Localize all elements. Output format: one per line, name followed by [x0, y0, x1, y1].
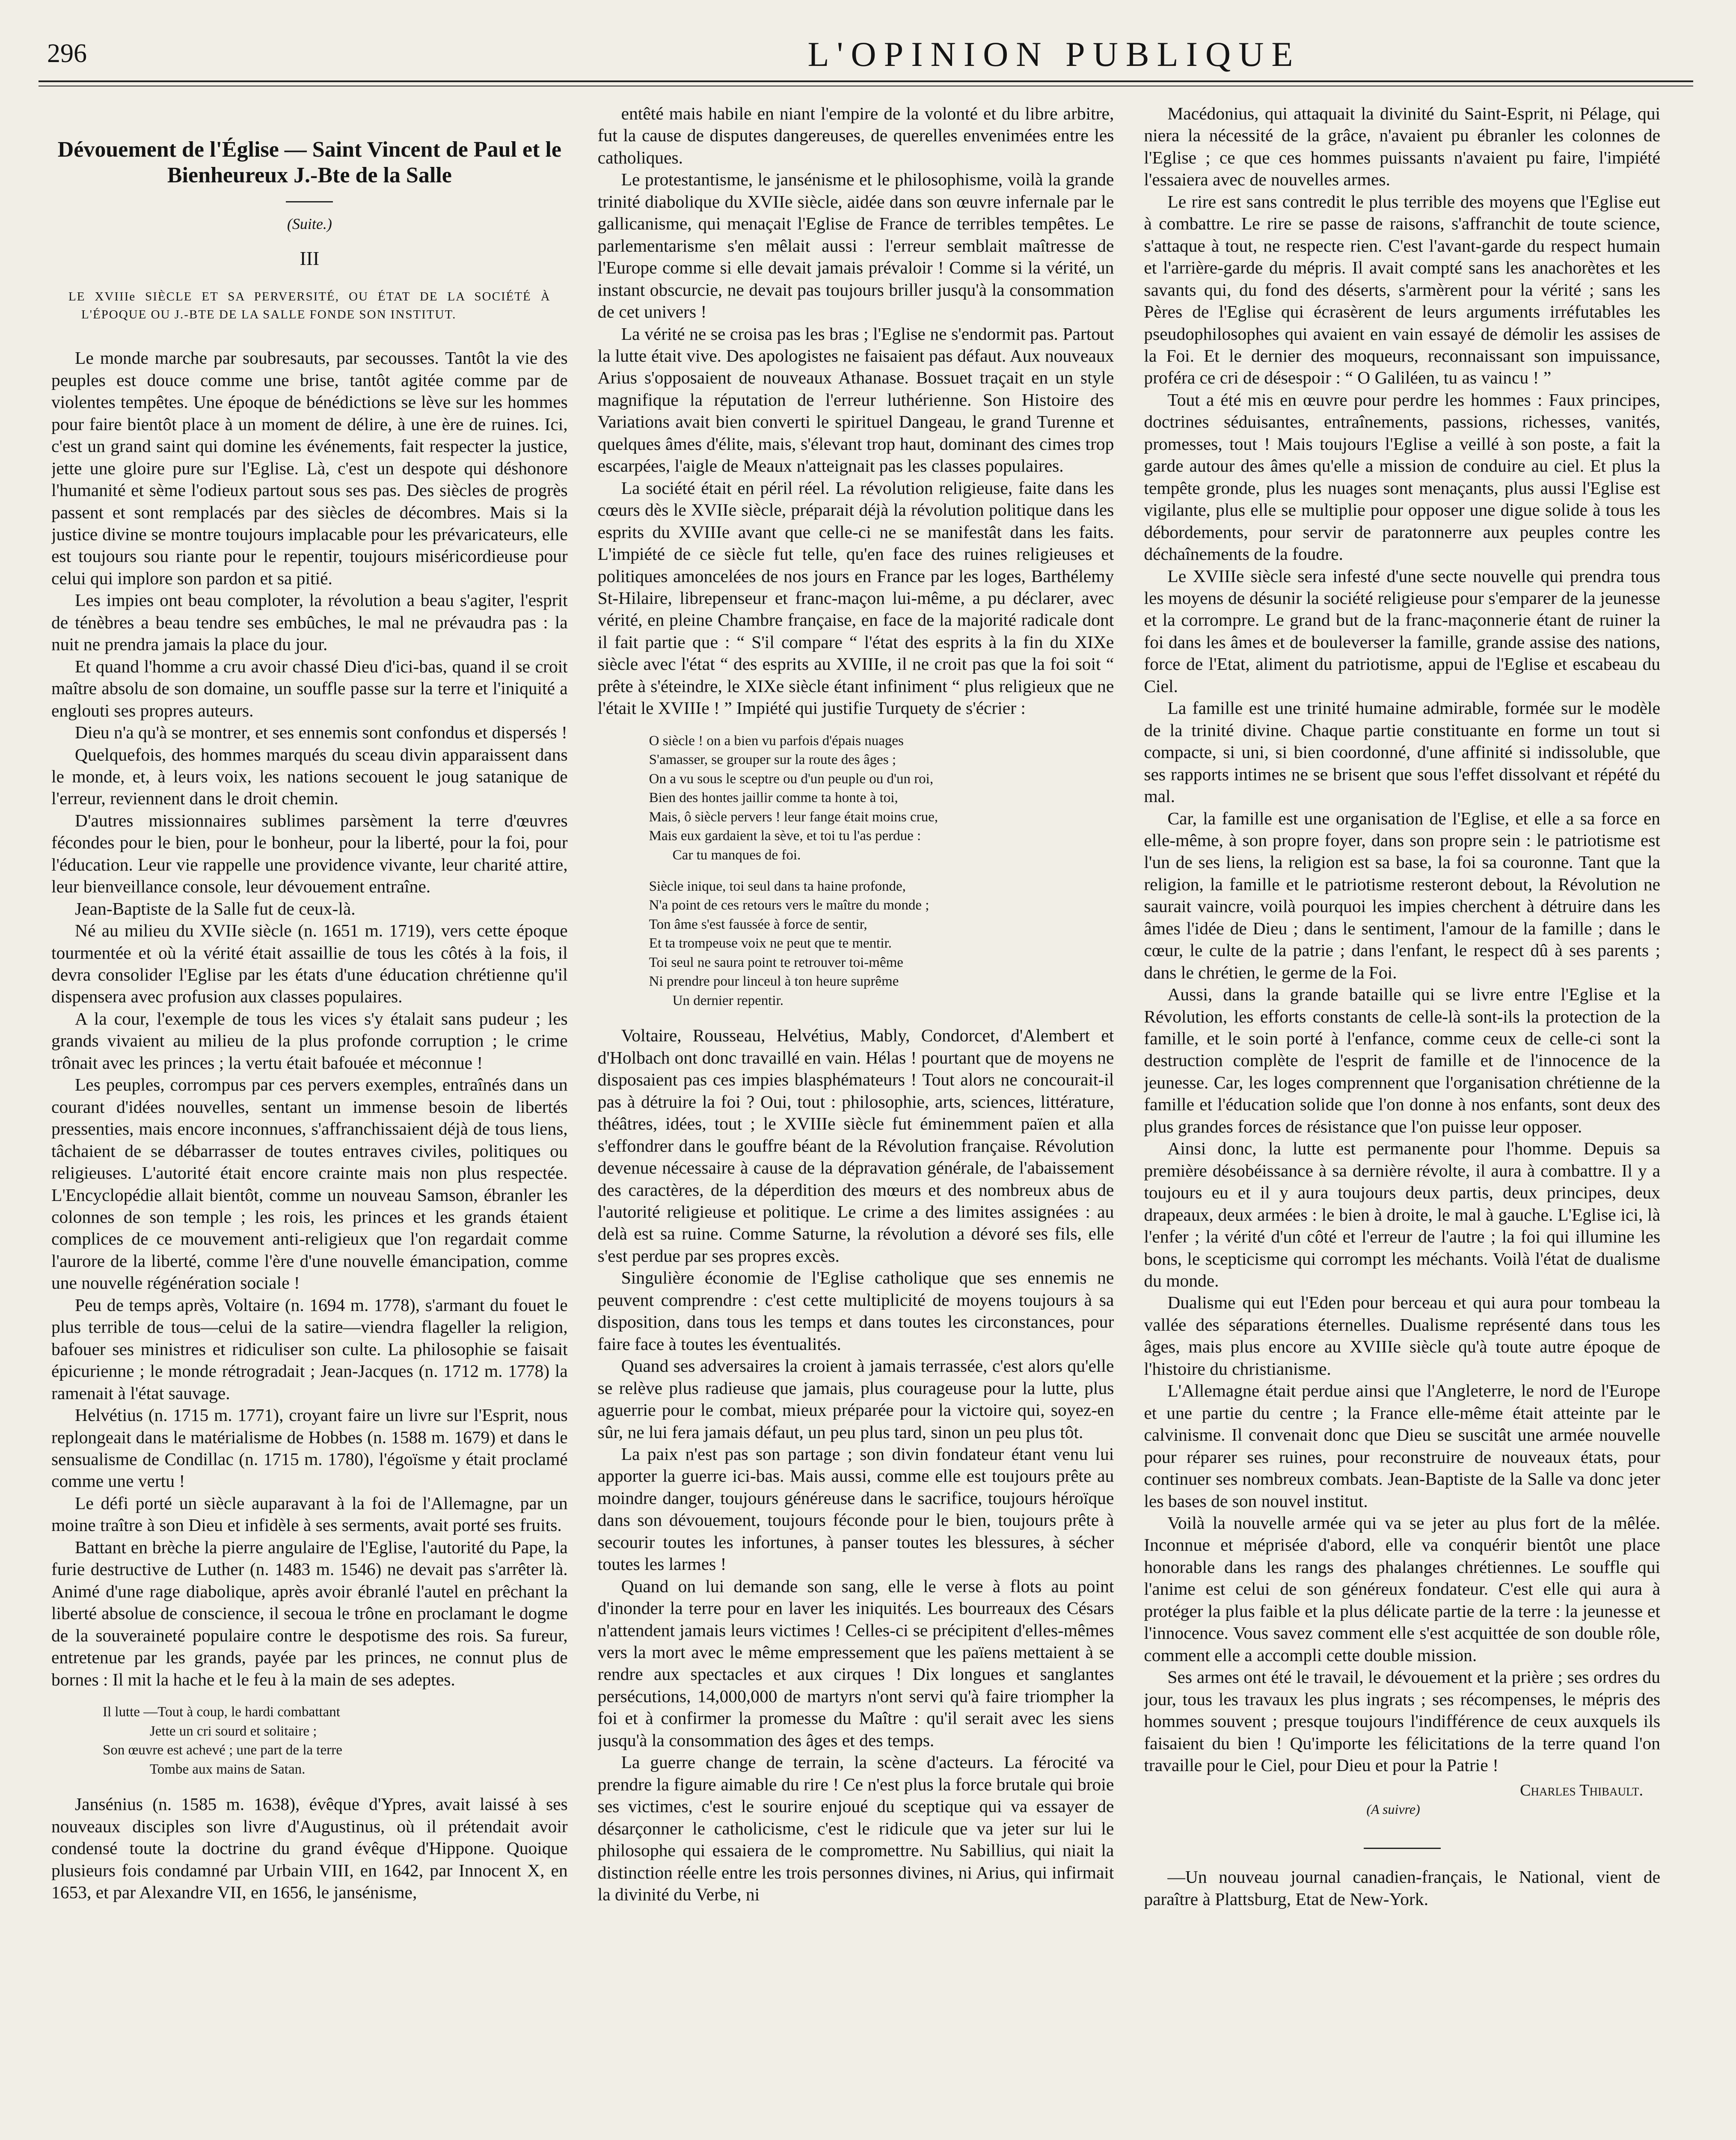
paragraph: Jean-Baptiste de la Salle fut de ceux-là.	[75, 898, 356, 918]
notice-text: —Un nouveau journal canadien-français, le National, vient de paraître à Plattsburg, Etat de New-York.	[1144, 1867, 1661, 1909]
column-3-body	[1144, 103, 1660, 1776]
paragraph: Tout a été mis en œuvre pour perdre les hommes : Faux principes, doctrines séduisantes, entraînements, passions, richesses, vanités, promesses, tout ! Mais toujours l'Eglise a veillé à son poste, a fait la garde autour des âmes qu'elle a mission de conduire au ciel. Et plus la tempête gronde, plus les nuages sont menaçants, plus aussi l'Eglise est vigilante, plus elle se multiplie pour opposer une digue solide à tous les débordements, pour servir de paratonnerre aux peuples contre les déchaînements de la foudre.	[1144, 389, 1661, 564]
article-columns	[51, 103, 1660, 2140]
poem-line: O siècle ! on a bien vu parfois d'épais nuages	[649, 733, 904, 749]
poem-line: Et ta trompeuse voix ne peut que te mentir.	[649, 936, 892, 951]
paragraph: Battant en brèche la pierre angulaire de l'Eglise, l'autorité du Pape, la furie destructive de Luther (n. 1483 m. 1546) ne devait pas s'arrêter là. Animé d'une rage diabolique, après avoir ébranlé l'autel en prêchant la liberté absolue de conscience, il secoua le trône en proclamant le dogme de la souveraineté populaire contre le despotisme des rois. Sa fureur, entretenue par les grands, payée par les princes, ne connut plus de bornes : Il mit la hache et le feu à la main de ses adeptes.	[51, 1537, 568, 1689]
paragraph: Ainsi donc, la lutte est permanente pour l'homme. Depuis sa première désobéissance à sa dernière révolte, il aura à combattre. Il y a toujours eu et il y aura toujours deux partis, deux principes, deux drapeaux, deux armées : le bien à droite, le mal à gauche. L'Eglise ici, là l'enfer ; la vérité d'un côté et l'erreur de l'autre ; la foi qui illumine les bons, le scepticisme qui corrompt les méchants. Voilà l'état de dualisme du monde.	[1144, 1138, 1661, 1291]
poem-line: Jette un cri sourd et solitaire ;	[150, 1723, 317, 1739]
paragraph: Le monde marche par soubresauts, par secousses. Tantôt la vie des peuples est douce comme une brise, tantôt agitée comme par de violentes tempêtes. Une époque de bénédictions se lève sur les hommes pour faire bientôt place à un moment de délire, à une ère de ruines. Ici, c'est un grand saint qui domine les événements, fait respecter la justice, jette une gloire pure sur l'Eglise. Là, c'est un despote qui déshonore l'humanité et sème l'odieux partout sous ses pas. Des siècles de progrès passent et sont remplacés par des siècles de décombres. Mais si la justice divine se montre toujours implacable pour les prévaricateurs, elle est toujours sou riante pour le repentir, toujours miséricordieuse pour celui qui implore son pardon et sa pitié.	[51, 348, 568, 588]
author-signature: Charles Thibault.	[1520, 1781, 1644, 1800]
paragraph: Helvétius (n. 1715 m. 1771), croyant faire un livre sur l'Esprit, nous replongeait dans le matérialisme de Hobbes (n. 1588 m. 1679) et dans le sensualisme de Condillac (n. 1715 m. 1780), l'égoïsme y était proclamé comme une vertu !	[51, 1405, 568, 1491]
poem-line: Son œuvre est achevé ; une part de la terre	[103, 1742, 342, 1758]
section-summary: LE XVIIIe SIÈCLE ET SA PERVERSITÉ, OU ÉTAT DE LA SOCIÉTÉ À L'ÉPOQUE OU J.-BTE DE LA SALLE FONDE SON INSTITUT.	[68, 290, 551, 322]
poem-line: Ni prendre pour linceul à ton heure suprême	[649, 974, 899, 990]
paragraph: Car, la famille est une organisation de l'Eglise, et elle a sa force en elle-même, à son propre foyer, dans son propre sein : le patriotisme est l'un de ses liens, la religion est sa base, la foi sa couronne. Tant que la religion, la famille et le patriotisme resteront debout, la Révolution ne saurait vaincre, voilà pourquoi les impies cherchent à détruire dans les âmes l'idée de Dieu ; dans le sentiment, l'amour de la famille ; dans le cœur, le culte de la patrie ; dans l'enfant, le respect dû à ses parents ; dans le chrétien, le germe de la Foi.	[1144, 808, 1661, 982]
poem-excerpt	[103, 1703, 568, 1779]
paragraph: La vérité ne se croisa pas les bras ; l'Eglise ne s'endormit pas. Partout la lutte était vive. Des apologistes ne faisaient pas défaut. Aux nouveaux Arius s'opposaient de nouveaux Athanase. Bossuet traçait en un style magnifique la réputation de l'erreur luthérienne. Son Histoire des Variations avait bien converti le spirituel Dangeau, le grand Turenne et quelques âmes d'élite, mais, s'élevant trop haut, dominant des cimes trop escarpées, l'aigle de Meaux n'atteignait pas les classes populaires.	[597, 324, 1114, 476]
paragraph: La famille est une trinité humaine admirable, formée sur le modèle de la trinité divine. Chaque partie constituante en forme un tout si compacte, si uni, si bien coordonné, d'une affinité si indissoluble, que ses rapports intimes ne se brisent que sous l'effet dissolvant et répété du mal.	[1144, 698, 1661, 806]
poem-turquety	[649, 731, 1114, 1011]
poem-line: Mais eux gardaient la sève, et toi tu l'as perdue :	[649, 828, 921, 844]
poem-line: N'a point de ces retours vers le maître du monde ;	[649, 898, 929, 913]
paragraph: Né au milieu du XVIIe siècle (n. 1651 m. 1719), vers cette époque tourmentée et où la vérité était assaillie de tous les côtés à la fois, il devra consolider l'Eglise par les états d'une éducation chrétienne qu'il dispensera avec profusion aux classes populaires.	[51, 921, 568, 1007]
journal-title: L'OPINION PUBLIQUE	[807, 35, 1301, 74]
page-number: 296	[47, 39, 87, 68]
column-1	[51, 103, 568, 2140]
poem-line: Ton âme s'est faussée à force de sentir,	[649, 916, 867, 932]
column-2	[598, 103, 1114, 2140]
suite-label: (Suite.)	[287, 215, 332, 232]
stanza-gap	[649, 865, 1114, 877]
poem-line: Il lutte —Tout à coup, le hardi combattant	[103, 1704, 340, 1720]
paragraph: Ses armes ont été le travail, le dévouement et la prière ; ses ordres du jour, tous les travaux les plus ingrats ; ses récompenses, le mépris des hommes souvent ; presque toujours l'indifférence de ceux auxquels ils faisaient du bien ! Qu'importe les félicitations de la terre quand l'on travaille pour le Ciel, pour Dieu et pour la Patrie !	[1144, 1667, 1661, 1775]
paragraph: Et quand l'homme a cru avoir chassé Dieu d'ici-bas, quand il se croit maître absolu de son domaine, un souffle passe sur la terre et l'iniquité a englouti ses propres auteurs.	[51, 656, 568, 720]
poem-line: Toi seul ne saura point te retrouver toi-même	[649, 954, 903, 970]
column-1-body	[51, 347, 568, 1691]
paragraph: Les peuples, corrompus par ces pervers exemples, entraînés dans un courant d'idées nouvelles, sentant un immense besoin de libertés pressenties, mais encore inconnues, s'affranchissaient déjà de tous liens, tâchaient de se débarrasser de toutes entraves civiles, politiques ou religieuses. L'autorité était encore crainte mais non plus respectée. L'Encyclopédie allait bientôt, comme un nouveau Samson, ébranler les colonnes de son temple ; les rois, les princes et les grands étaient complices de ce mouvement anti-religieux que l'on regardait comme l'aurore de la liberté, comme l'ère d'une nouvelle émancipation, comme une nouvelle régénération sociale !	[51, 1075, 568, 1293]
poem-line: Car tu manques de foi.	[672, 847, 801, 863]
poem-line: Bien des hontes jaillir comme ta honte à toi,	[649, 790, 898, 806]
poem-line: On a vu sous le sceptre ou d'un peuple ou d'un roi,	[649, 771, 934, 787]
paragraph: L'Allemagne était perdue ainsi que l'Angleterre, le nord de l'Europe et une partie du centre ; la France elle-même était atteinte par le calvinisme. Il convenait donc que Dieu se suscitât une armée nouvelle pour réparer ses ruines, pour reconstruire de nouveaux états, pour continuer ses nombreux combats. Jean-Baptiste de la Salle va donc jeter les bases de son nouvel institut.	[1144, 1381, 1661, 1511]
section-number: III	[300, 247, 320, 270]
poem-line: Siècle inique, toi seul dans ta haine profonde,	[649, 878, 906, 894]
header-rule	[39, 80, 1693, 82]
paragraph: Voilà la nouvelle armée qui va se jeter au plus fort de la mêlée. Inconnue et méprisée d'abord, elle va conquérir bientôt une place honorable dans les rangs des phalanges chrétiennes. Le souffle qui l'anime est celui de son généreux fondateur. C'est elle qui aura à protéger la plus faible et la plus délicate partie de la terre : la jeunesse et l'innocence. Vous savez comment elle s'est acquittée de son double rôle, comment elle a accompli cette double mission.	[1144, 1513, 1661, 1665]
paragraph: Le défi porté un siècle auparavant à la foi de l'Allemagne, par un moine traître à son Dieu et infidèle à ses serments, avait porté ses fruits.	[51, 1493, 568, 1535]
title-rule	[286, 201, 333, 202]
poem-line: Mais, ô siècle pervers ! leur fange était moins crue,	[649, 809, 938, 825]
to-be-continued: (A suivre)	[1366, 1801, 1420, 1817]
paragraph: La société était en péril réel. La révolution religieuse, faite dans les cœurs dès le XVIIe siècle, préparait déjà la révolution politique dans les esprits du XVIIIe avant que celle-ci ne se manifestât dans les faits. L'impiété de ce siècle fut telle, qu'en face des ruines religieuses et politiques amoncelées de nos jours en France par les loges, Barthélemy St-Hilaire, librepenseur et franc-maçon lui-même, a pu déclarer, avec vérité, en pleine Chambre française, en face de la majorité radicale dont il fait partie que : “ S'il compare “ l'état des esprits à la fin du XIXe siècle avec l'état “ des esprits au XVIIIe, il ne croit pas que la foi soit “ prête à s'éteindre, le XIXe siècle étant infiniment “ plus religieux que ne l'était le XVIIIe ! ” Impiété qui justifie Turquety de s'écrier :	[597, 478, 1114, 718]
paragraph: Voltaire, Rousseau, Helvétius, Mably, Condorcet, d'Alembert et d'Holbach ont donc travaillé en vain. Hélas ! pourtant que de moyens ne disposaient pas ces impies blasphémateurs ! Tout alors ne concourait-il pas à détruire la foi ? Oui, tout : philosophie, arts, sciences, littérature, théâtres, idées, tout ; le XVIIIe siècle fut éminemment païen et alla s'effondrer dans le gouffre béant de la Révolution française. Révolution devenue nécessaire à cause de la dépravation générale, de l'abaissement des caractères, de la déperdition des mœurs et des nombreux abus de l'autorité religieuse et politique. Le crime a des limites assignées : au delà est sa ruine. Comme Saturne, la révolution a dévoré ses fils, elle s'est perdue par ses propres excès.	[597, 1025, 1114, 1266]
paragraph: Jansénius (n. 1585 m. 1638), évêque d'Ypres, avait laissé à ses nouveaux disciples son livre d'Augustinus, où il prétendait avoir condensé toute la doctrine du grand évêque d'Hippone. Quoique plusieurs fois condamné par Urbain VIII, en 1642, par Innocent X, en 1653, et par Alexandre VII, en 1656, le jansénisme,	[51, 1794, 568, 1902]
paragraph: Quelquefois, des hommes marqués du sceau divin apparaissent dans le monde, et, à leurs voix, les nations secouent le joug satanique de l'erreur, reviennent dans le droit chemin.	[51, 744, 568, 808]
paragraph: Quand on lui demande son sang, elle le verse à flots au point d'inonder la terre pour en laver les iniquités. Les bourreaux des Césars n'attendent jamais leurs victimes ! Celles-ci se précipitent d'elles-mêmes vers la mort avec le même empressement que les païens mettaient à se rendre aux spectacles et aux cirques ! Dix longues et sanglantes persécutions, 14,000,000 de martyrs n'ont servi qu'à faire triompher la foi et à confirmer la promesse du Maître : qu'il serait avec les siens jusqu'à la consommation des âges et des temps.	[597, 1576, 1114, 1750]
paragraph: entêté mais habile en niant l'empire de la volonté et du libre arbitre, fut la cause de disputes dangereuses, de querelles envenimées entre les catholiques.	[597, 104, 1114, 167]
paragraph: Peu de temps après, Voltaire (n. 1694 m. 1778), s'armant du fouet le plus terrible de tous—celui de la satire—viendra flageller la religion, bafouer ses ministres et ridiculiser son culte. La philosophie se faisait épicurienne ; le monde rétrogradait ; Jean-Jacques (n. 1712 m. 1778) la ramenait à l'état sauvage.	[51, 1295, 568, 1403]
column-3	[1144, 103, 1660, 2140]
paragraph: Le rire est sans contredit le plus terrible des moyens que l'Eglise eut à combattre. Le rire se passe de raisons, s'affranchit de toute science, s'attaque à tout, ne respecte rien. C'est l'avant-garde du respect humain et l'arrière-garde du mépris. Il avait compté sans les anachorètes et les savants qui, du fond des déserts, s'armèrent pour la vérité ; sans les Pères de l'Eglise qui écrasèrent de leurs arguments irréfutables les pseudophilosophes qui avaient en vain essayé de démolir les assises de la Foi. Et le dernier des moqueurs, reconnaissant son impuissance, proféra ce cri de désespoir : “ O Galiléen, tu as vaincu ! ”	[1144, 191, 1661, 388]
paragraph: Quand ses adversaires la croient à jamais terrassée, c'est alors qu'elle se relève plus radieuse que jamais, plus courageuse pour la lutte, plus aguerrie pour le combat, mieux préparée pour la victoire qui, soyez-en sûr, ne lui fera jamais défaut, un peu plus tard, sinon un peu plus tôt.	[597, 1356, 1114, 1442]
poem-line: Tombe aux mains de Satan.	[150, 1761, 306, 1777]
notice-rule	[1364, 1848, 1441, 1849]
page-header	[39, 34, 1693, 81]
paragraph: D'autres missionnaires sublimes parsèment la terre d'œuvres fécondes pour le bien, pour le bonheur, pour la liberté, pour la foi, pour l'éducation. Leur vie rappelle une providence vivante, leur charité attire, leur bienveillance console, leur dévouement entraîne.	[51, 810, 568, 897]
column-2-body-b	[598, 1025, 1114, 1905]
paragraph: Dualisme qui eut l'Eden pour berceau et qui aura pour tombeau la vallée des séparations éternelles. Dualisme représenté dans tous les âges, mais plus encore au XVIIIe siècle qu'à toute autre époque de l'histoire du christianisme.	[1144, 1293, 1661, 1379]
poem-line: S'amasser, se grouper sur la route des âges ;	[649, 752, 896, 768]
paragraph: La paix n'est pas son partage ; son divin fondateur étant venu lui apporter la guerre ici-bas. Mais aussi, comme elle est toujours prête au moindre danger, toujours généreuse dans le sacrifice, toujours héroïque dans son dévouement, toujours féconde pour le bien, toujours prête à secourir toutes les infortunes, à panser toutes les blessures, à sécher toutes les larmes !	[597, 1444, 1114, 1574]
column-2-body-a	[598, 103, 1114, 719]
paragraph: Les impies ont beau comploter, la révolution a beau s'agiter, l'esprit de ténèbres a beau tendre ses embûches, le mal ne prévaudra pas : la nuit ne prendra jamais la place du jour.	[51, 590, 568, 654]
paragraph: Aussi, dans la grande bataille qui se livre entre l'Eglise et la Révolution, les efforts constants de celle-là sont-ils la protection de la famille, et le soin porté à l'enfance, comme ceux de celle-ci sont la destruction complète de l'esprit de famille et de l'innocence de la jeunesse. Car, les loges comprennent que l'organisation chrétienne de la famille et l'éducation solide que l'on donne à nos enfants, sont deux des plus grandes forces de résistance que l'on puisse leur opposer.	[1144, 984, 1661, 1136]
paragraph: A la cour, l'exemple de tous les vices s'y étalait sans pudeur ; les grands vivaient au milieu de la plus profonde corruption ; le crime trônait avec les princes ; la vertu était bafouée et méconnue !	[51, 1008, 568, 1073]
paragraph: Dieu n'a qu'à se montrer, et ses ennemis sont confondus et dispersés !	[75, 722, 567, 743]
paragraph: Singulière économie de l'Eglise catholique que ses ennemis ne peuvent comprendre : c'est cette multiplicité de moyens toujours à sa disposition, dans tous les temps et dans toutes les circonstances, pour faire face à toutes les éventualités.	[597, 1268, 1114, 1354]
paragraph: Macédonius, qui attaquait la divinité du Saint-Esprit, ni Pélage, qui niera la nécessité de la grâce, n'avaient pu ébranler les colonnes de l'Eglise ; ce que ces hommes puissants n'avaient pu faire, l'impiété l'essaiera avec de nouvelles armes.	[1144, 104, 1661, 190]
paragraph: Le XVIIIe siècle sera infesté d'une secte nouvelle qui prendra tous les moyens de désunir la société religieuse pour s'emparer de la jeunesse et la corrompre. Le grand but de la franc-maçonnerie étant de ruiner la foi dans les âmes et de bouleverser la famille, grande assise des nations, force de l'Etat, aliment du patriotisme, appui de l'Eglise et escabeau du Ciel.	[1144, 566, 1661, 696]
article-title: Dévouement de l'Église — Saint Vincent de Paul et le Bienheureux J.-Bte de la Salle	[57, 137, 561, 187]
poem-line: Un dernier repentir.	[672, 993, 783, 1008]
paragraph: Le protestantisme, le jansénisme et le philosophisme, voilà la grande trinité diabolique du XVIIe siècle, aidée dans son œuvre infernale par le gallicanisme, qui menaçait l'Eglise de France de terribles tempêtes. Le parlementarisme s'en mêlait aussi : l'erreur semblait maîtresse de l'Europe comme si elle devait jamais prévaloir ! Comme si la vérité, un instant obscurcie, ne devait pas toujours briller jusqu'à la consommation de cet univers !	[597, 169, 1114, 322]
paragraph: La guerre change de terrain, la scène d'acteurs. La férocité va prendre la figure aimable du rire ! Ce n'est plus la force brutale qui broie ses victimes, c'est le sourire enjoué du sceptique qui va essayer de désarçonner le catholicisme, c'est le ridicule que va jeter sur lui le philosophe qui essaiera de le compromettre. Nu Sabillius, qui niait la distinction réelle entre les trois personnes divines, ni Arius, qui infirmait la divinité du Verbe, ni	[597, 1752, 1114, 1905]
